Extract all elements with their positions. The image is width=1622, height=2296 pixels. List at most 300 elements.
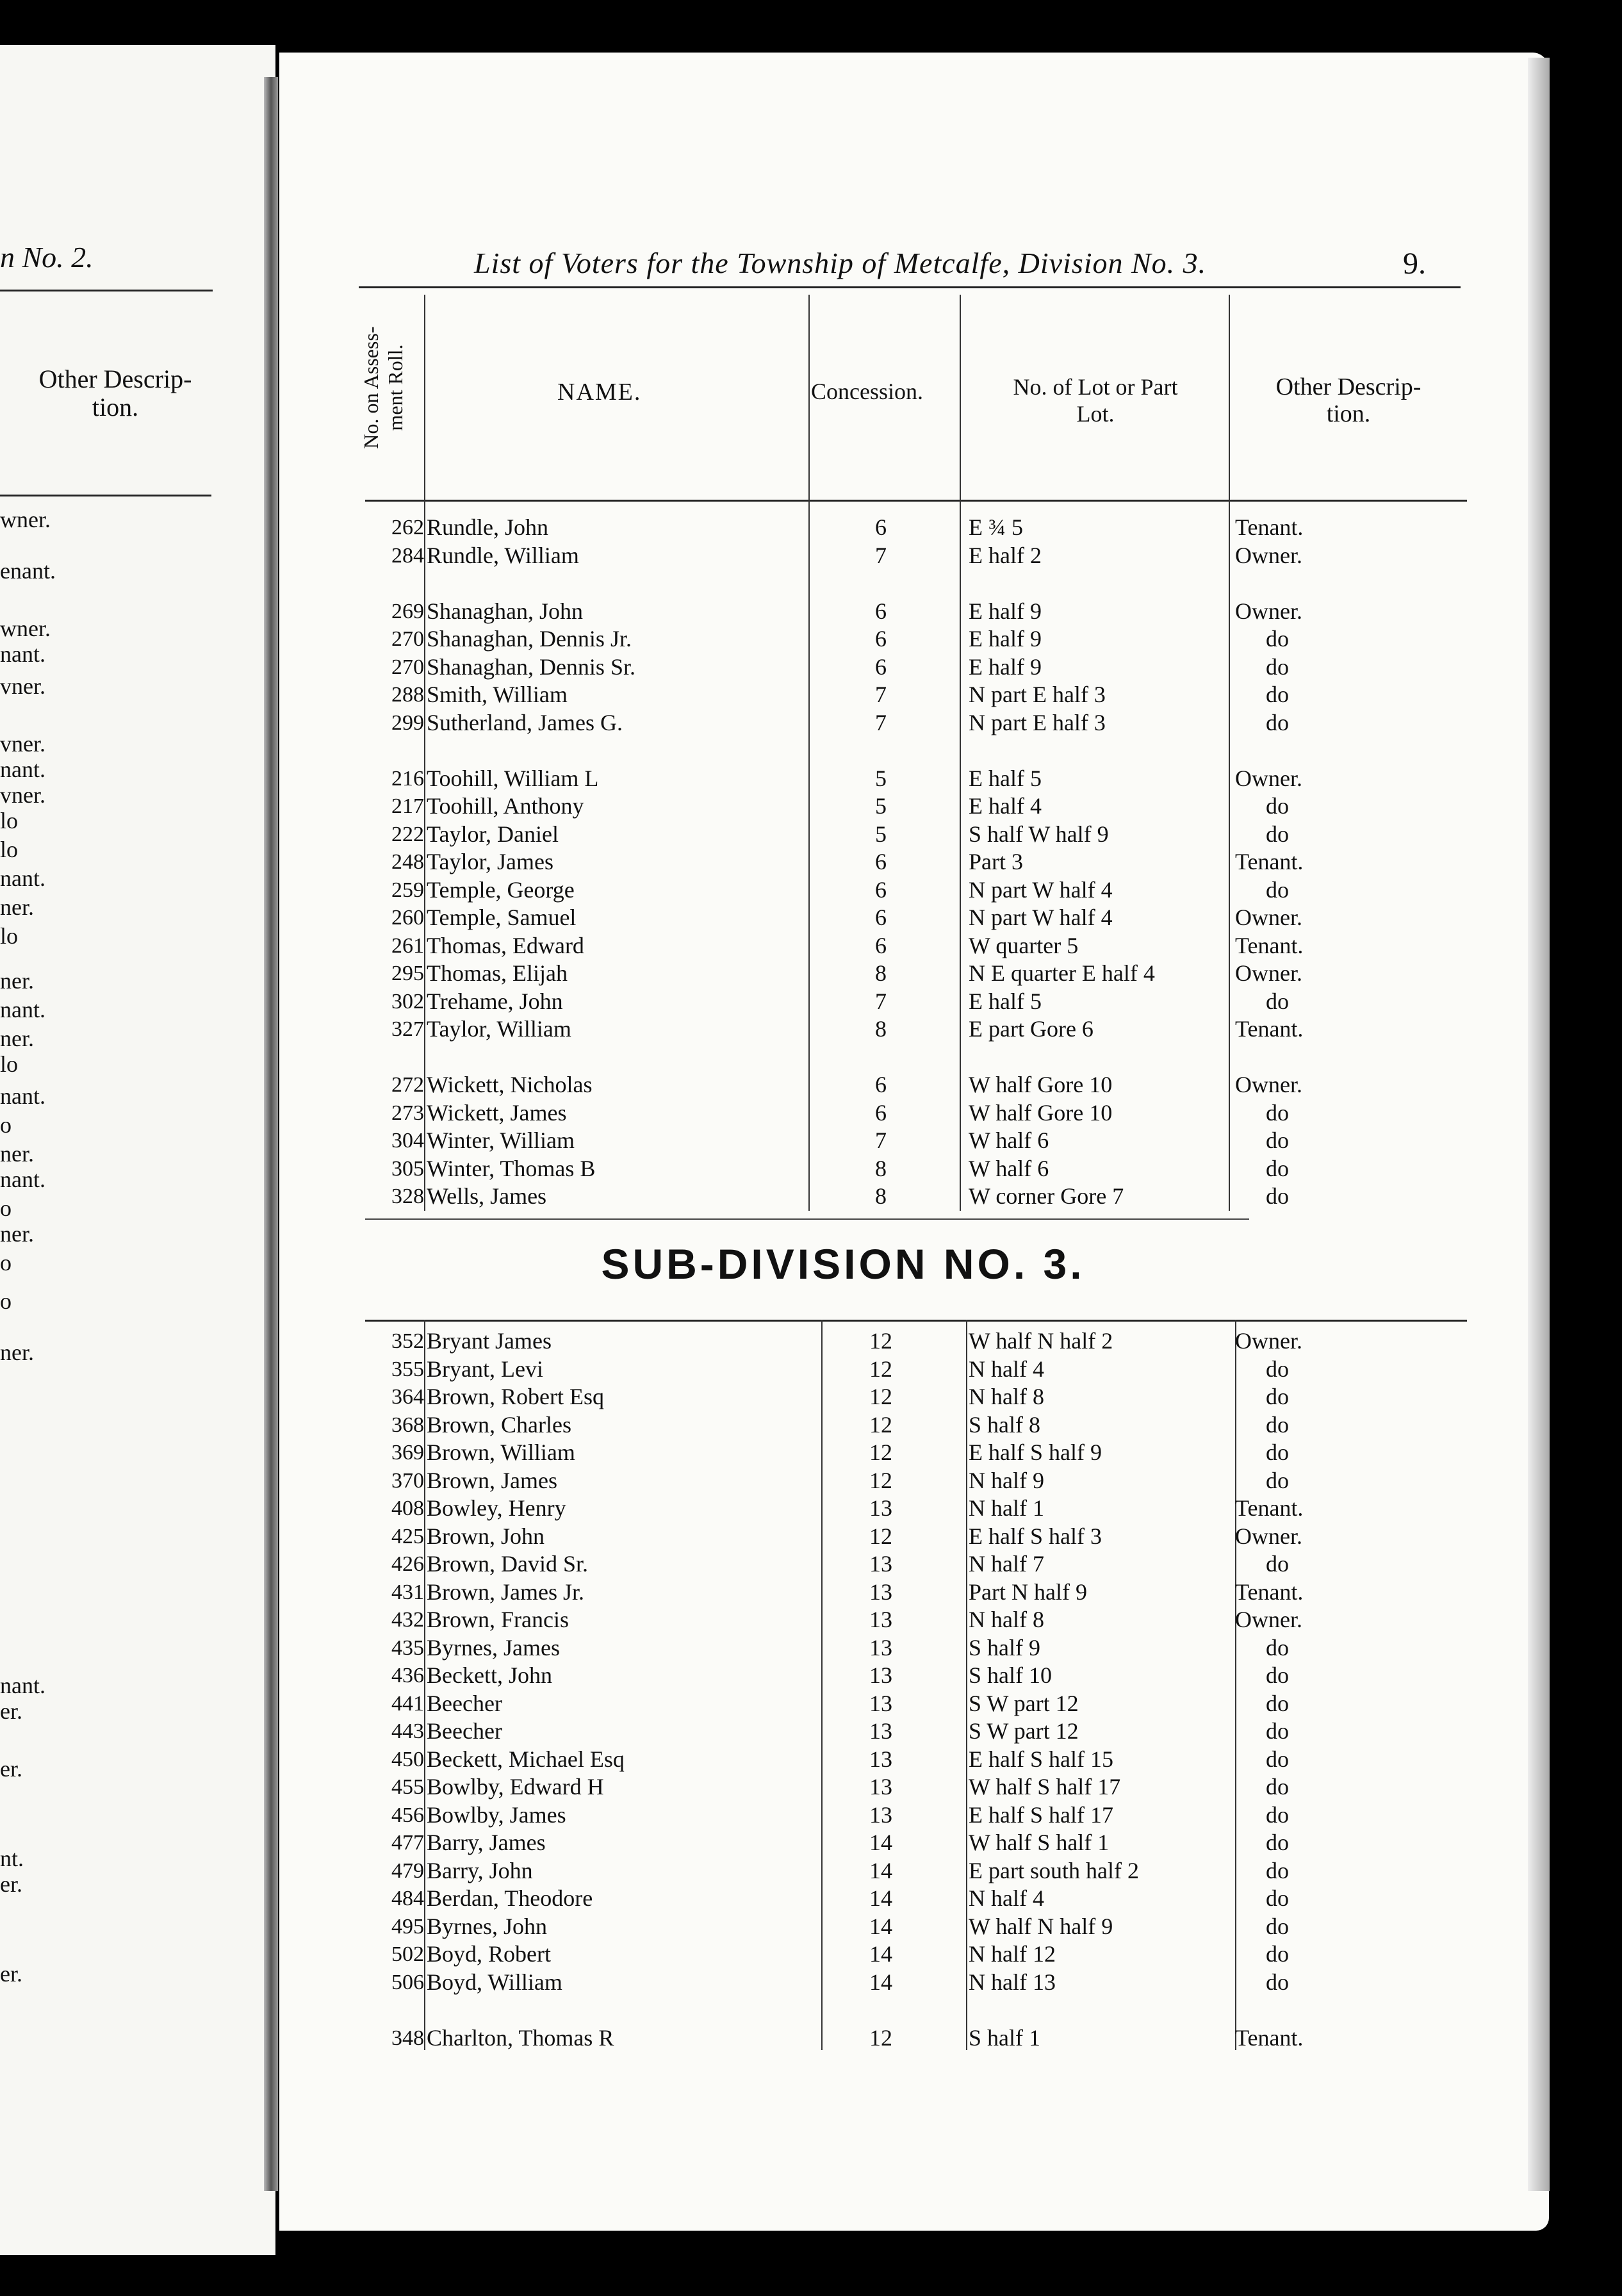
lot-description: Part N half 9 <box>969 1578 1087 1605</box>
voter-row <box>365 1495 1467 1523</box>
voters-table-division <box>365 514 1467 1211</box>
voter-row <box>365 1071 1467 1099</box>
voter-name: Bowlby, James <box>427 1801 566 1828</box>
concession: 14 <box>869 1885 892 1911</box>
other-description: do <box>1266 1551 1289 1577</box>
assessment-roll-header <box>359 282 423 493</box>
lot-header-line: No. of Lot or Part <box>1013 374 1178 400</box>
voter-name: Shanaghan, John <box>427 598 583 624</box>
voter-name: Byrnes, John <box>427 1913 547 1939</box>
left-page-fragment: lo <box>0 923 19 949</box>
lot-description: E half S half 17 <box>969 1801 1113 1828</box>
lot-description: S W part 12 <box>969 1690 1079 1716</box>
concession: 8 <box>875 1155 887 1181</box>
other-description: do <box>1266 1774 1289 1800</box>
other-description: Owner. <box>1235 1072 1302 1097</box>
lot-description: W half Gore 10 <box>969 1099 1113 1126</box>
lot-description: W half 6 <box>969 1155 1049 1181</box>
voter-name: Brown, William <box>427 1439 575 1465</box>
assessment-number: 506 <box>391 1970 424 1994</box>
voter-row <box>365 1183 1467 1211</box>
voter-name: Temple, Samuel <box>427 905 577 930</box>
assessment-number: 435 <box>391 1636 424 1660</box>
voter-row <box>365 1327 1467 1356</box>
voter-row <box>365 1356 1467 1384</box>
lot-description: N part W half 4 <box>969 876 1113 903</box>
lot-description: S W part 12 <box>969 1718 1079 1744</box>
concession: 5 <box>875 821 887 847</box>
lot-description: W corner Gore 7 <box>969 1183 1124 1209</box>
lot-description: W quarter 5 <box>969 932 1079 958</box>
voter-row <box>365 792 1467 821</box>
other-description: do <box>1266 1128 1289 1153</box>
assessment-number: 288 <box>391 683 424 707</box>
concession: 12 <box>869 1439 892 1465</box>
group-spacer <box>365 570 1467 598</box>
assessment-number: 369 <box>391 1441 424 1464</box>
voter-name: Boyd, Robert <box>427 1941 551 1967</box>
voter-row <box>365 1411 1467 1439</box>
lot-description: W half N half 9 <box>969 1913 1113 1939</box>
assessment-number: 248 <box>391 850 424 874</box>
lot-description: N half 1 <box>969 1495 1044 1521</box>
voter-name: Beecher <box>427 1718 502 1744</box>
concession: 13 <box>869 1718 892 1744</box>
lot-description: E part Gore 6 <box>969 1016 1094 1042</box>
assessment-number: 441 <box>391 1691 424 1716</box>
assessment-number: 432 <box>391 1608 424 1632</box>
assessment-number: 284 <box>391 543 424 568</box>
lot-description: W half Gore 10 <box>969 1072 1113 1097</box>
assessment-number: 456 <box>391 1803 424 1827</box>
lot-description: N half 9 <box>969 1467 1044 1493</box>
left-page-fragment: wner. <box>0 507 51 532</box>
assessment-header-line: No. on Assess- <box>359 326 382 449</box>
voter-row <box>365 1467 1467 1495</box>
voter-row <box>365 1857 1467 1885</box>
other-description: Tenant. <box>1235 1495 1304 1521</box>
left-page-fragment: lo <box>0 837 19 862</box>
other-description: do <box>1266 988 1289 1014</box>
concession: 6 <box>875 626 887 652</box>
voter-row <box>365 653 1467 682</box>
other-description: do <box>1266 1183 1289 1209</box>
assessment-number: 328 <box>391 1185 424 1208</box>
assessment-number: 436 <box>391 1664 424 1687</box>
concession: 6 <box>875 514 887 540</box>
left-page-fragment: o <box>0 1195 12 1221</box>
assessment-number: 305 <box>391 1156 424 1181</box>
voter-name: Boyd, William <box>427 1969 562 1995</box>
concession: 6 <box>875 1099 887 1126</box>
voter-row <box>365 1383 1467 1411</box>
left-page-fragment: enant. <box>0 558 56 584</box>
assessment-number: 304 <box>391 1129 424 1152</box>
assessment-number: 502 <box>391 1942 424 1966</box>
assessment-number: 272 <box>391 1073 424 1097</box>
voter-name: Thomas, Elijah <box>427 960 568 986</box>
assessment-number: 270 <box>391 655 424 679</box>
concession: 14 <box>869 1857 892 1883</box>
name-header: NAME. <box>557 379 642 406</box>
subdivision-rule <box>365 1320 1467 1322</box>
concession: 6 <box>875 849 887 874</box>
concession: 5 <box>875 765 887 791</box>
concession: 6 <box>875 876 887 903</box>
voter-row <box>365 1099 1467 1128</box>
concession: 7 <box>875 542 887 568</box>
other-description: do <box>1266 709 1289 735</box>
concession: 7 <box>875 988 887 1014</box>
voter-row <box>365 1550 1467 1578</box>
voter-row <box>365 1662 1467 1690</box>
lot-description: N E quarter E half 4 <box>969 960 1155 986</box>
other-description: do <box>1266 1634 1289 1660</box>
voter-row <box>365 1606 1467 1634</box>
voter-name: Wickett, James <box>427 1099 567 1126</box>
concession: 5 <box>875 793 887 819</box>
voter-name: Brown, James <box>427 1467 557 1493</box>
left-header-rule <box>0 495 211 496</box>
lot-header-line: Lot. <box>1076 401 1115 427</box>
lot-description: S half W half 9 <box>969 821 1109 847</box>
other-description: do <box>1266 626 1289 652</box>
voter-name: Barry, James <box>427 1830 546 1855</box>
lot-description: N half 8 <box>969 1384 1044 1409</box>
concession: 14 <box>869 1913 892 1939</box>
other-description: do <box>1266 1155 1289 1181</box>
voter-name: Charlton, Thomas R <box>427 2024 614 2051</box>
left-page-fragment: o <box>0 1250 12 1275</box>
voter-name: Beecher <box>427 1690 502 1716</box>
subdivision-heading: SUB-DIVISION NO. 3. <box>601 1240 1085 1288</box>
lot-description: E ¾ 5 <box>969 514 1023 540</box>
lot-description: E half S half 15 <box>969 1746 1113 1772</box>
other-description: do <box>1266 1467 1289 1493</box>
voter-name: Wickett, Nicholas <box>427 1072 593 1097</box>
voter-name: Bryant James <box>427 1328 552 1354</box>
voter-name: Winter, William <box>427 1128 575 1153</box>
voter-row <box>365 1801 1467 1830</box>
voter-row <box>365 1746 1467 1774</box>
left-column-header-line: tion. <box>92 393 139 422</box>
lot-description: N part E half 3 <box>969 709 1106 735</box>
lot-description: N half 13 <box>969 1969 1056 1995</box>
voter-row <box>365 1885 1467 1913</box>
other-description: Tenant. <box>1235 932 1304 958</box>
voter-name: Sutherland, James G. <box>427 709 623 735</box>
concession: 12 <box>869 1328 892 1354</box>
assessment-number: 479 <box>391 1858 424 1883</box>
title-rule <box>359 286 1461 288</box>
voter-row <box>365 514 1467 542</box>
voter-name: Taylor, James <box>427 849 553 874</box>
voter-row <box>365 1523 1467 1551</box>
left-page-fragment: lo <box>0 808 19 833</box>
voter-name: Wells, James <box>427 1183 547 1209</box>
lot-description: N part E half 3 <box>969 682 1106 707</box>
assessment-number: 295 <box>391 962 424 985</box>
assessment-number: 408 <box>391 1496 424 1520</box>
assessment-number: 455 <box>391 1775 424 1799</box>
lot-description: S half 9 <box>969 1634 1040 1660</box>
left-page-fragment: ner. <box>0 894 34 920</box>
other-description: do <box>1266 1885 1289 1911</box>
left-page-fragment: nant. <box>0 997 45 1022</box>
lot-description: W half S half 17 <box>969 1774 1121 1800</box>
left-page-fragment: wner. <box>0 616 51 641</box>
assessment-number: 217 <box>391 794 424 818</box>
assessment-number: 269 <box>391 599 424 623</box>
assessment-number: 364 <box>391 1385 424 1409</box>
assessment-number: 495 <box>391 1914 424 1939</box>
voter-row <box>365 848 1467 876</box>
lot-description: E half S half 3 <box>969 1523 1102 1549</box>
concession: 13 <box>869 1801 892 1828</box>
left-page-fragment: nant. <box>0 865 45 891</box>
lot-description: E half 5 <box>969 765 1042 791</box>
voter-row <box>365 1634 1467 1662</box>
left-page-fragment: o <box>0 1288 12 1314</box>
concession: 13 <box>869 1495 892 1521</box>
voter-name: Taylor, William <box>427 1016 571 1042</box>
lot-description: S half 10 <box>969 1662 1052 1688</box>
assessment-number: 273 <box>391 1101 424 1125</box>
other-description: do <box>1266 1099 1289 1126</box>
left-page-fragment: nant. <box>0 1083 45 1109</box>
lot-header <box>961 373 1230 427</box>
voter-row <box>365 1439 1467 1467</box>
book-spine <box>264 77 278 2191</box>
other-description: Owner. <box>1235 1328 1302 1354</box>
left-page-fragment: er. <box>0 1961 22 1987</box>
voter-row <box>365 681 1467 709</box>
assessment-number: 477 <box>391 1831 424 1855</box>
voter-name: Beckett, Michael Esq <box>427 1746 625 1772</box>
concession: 13 <box>869 1551 892 1577</box>
voter-row <box>365 904 1467 932</box>
voter-row <box>365 1127 1467 1155</box>
other-description: do <box>1266 1690 1289 1716</box>
assessment-number: 484 <box>391 1887 424 1910</box>
lot-description: E half 5 <box>969 988 1042 1014</box>
left-column-header-line: Other Descrip- <box>38 365 192 393</box>
voter-name: Winter, Thomas B <box>427 1155 596 1181</box>
voter-name: Beckett, John <box>427 1662 552 1688</box>
concession: 13 <box>869 1746 892 1772</box>
left-page-fragment: nant. <box>0 641 45 667</box>
assessment-number: 355 <box>391 1357 424 1381</box>
left-page-fragment: er. <box>0 1756 22 1782</box>
voter-row <box>365 598 1467 626</box>
lot-description: N half 4 <box>969 1885 1044 1911</box>
voter-name: Temple, George <box>427 876 575 903</box>
voter-name: Brown, Robert Esq <box>427 1384 604 1409</box>
lot-description: E half 2 <box>969 542 1042 568</box>
lot-description: S half 1 <box>969 2024 1040 2051</box>
voter-row <box>365 765 1467 793</box>
other-description: do <box>1266 1356 1289 1382</box>
voter-name: Brown, James Jr. <box>427 1578 584 1605</box>
concession: 8 <box>875 1016 887 1042</box>
voter-name: Toohill, Anthony <box>427 793 584 819</box>
other-description: do <box>1266 1830 1289 1855</box>
voter-name: Shanaghan, Dennis Sr. <box>427 653 635 680</box>
other-description: do <box>1266 682 1289 707</box>
voter-name: Toohill, William L <box>427 765 599 791</box>
voter-name: Rundle, John <box>427 514 549 540</box>
voter-name: Bowlby, Edward H <box>427 1774 604 1800</box>
running-head: List of Voters for the Township of Metcalfe, Division No. 3. <box>474 247 1207 279</box>
concession: 13 <box>869 1662 892 1688</box>
concession: 7 <box>875 709 887 735</box>
voter-name: Taylor, Daniel <box>427 821 559 847</box>
concession: 6 <box>875 598 887 624</box>
other-description: do <box>1266 1662 1289 1688</box>
voter-name: Brown, John <box>427 1523 545 1549</box>
assessment-number: 431 <box>391 1580 424 1604</box>
page-number: 9. <box>1403 247 1426 281</box>
voter-name: Thomas, Edward <box>427 932 584 958</box>
concession: 13 <box>869 1607 892 1632</box>
left-page-fragment: lo <box>0 1051 19 1077</box>
assessment-number: 259 <box>391 878 424 902</box>
other-description: Tenant. <box>1235 1016 1304 1042</box>
concession: 12 <box>869 1411 892 1438</box>
other-description: do <box>1266 821 1289 847</box>
concession: 14 <box>869 1969 892 1995</box>
other-description: Owner. <box>1235 905 1302 930</box>
other-description: Owner. <box>1235 1523 1302 1549</box>
concession: 8 <box>875 960 887 986</box>
left-page-fragment: nant. <box>0 1673 45 1698</box>
other-description: do <box>1266 876 1289 903</box>
left-page-fragment: ner. <box>0 968 34 994</box>
left-page-fragment: o <box>0 1112 12 1138</box>
assessment-number: 327 <box>391 1017 424 1041</box>
lot-description: W half S half 1 <box>969 1830 1110 1855</box>
other-description: do <box>1266 1746 1289 1772</box>
other-description: do <box>1266 1411 1289 1438</box>
concession: 12 <box>869 1467 892 1493</box>
voter-row <box>365 1940 1467 1969</box>
lot-description: E half S half 9 <box>969 1439 1102 1465</box>
assessment-number: 450 <box>391 1747 424 1771</box>
voter-name: Berdan, Theodore <box>427 1885 593 1911</box>
other-description: Owner. <box>1235 598 1302 624</box>
other-description: Tenant. <box>1235 1578 1304 1605</box>
voter-row <box>365 960 1467 988</box>
concession: 13 <box>869 1690 892 1716</box>
voter-name: Brown, David Sr. <box>427 1551 588 1577</box>
lot-description: W half 6 <box>969 1128 1049 1153</box>
concession: 12 <box>869 1384 892 1409</box>
other-description: do <box>1266 1913 1289 1939</box>
lot-description: N half 7 <box>969 1551 1044 1577</box>
lot-description: N part W half 4 <box>969 905 1113 930</box>
voter-row <box>365 1718 1467 1746</box>
left-page-fragment: er. <box>0 1871 22 1897</box>
concession: 6 <box>875 1072 887 1097</box>
voter-name: Shanaghan, Dennis Jr. <box>427 626 632 652</box>
concession: 6 <box>875 932 887 958</box>
lot-description: E half 4 <box>969 793 1042 819</box>
concession: 13 <box>869 1578 892 1605</box>
left-page-fragment: nt. <box>0 1846 24 1871</box>
left-column-header <box>0 365 231 422</box>
voter-row <box>365 1578 1467 1607</box>
assessment-number: 299 <box>391 710 424 735</box>
group-spacer <box>365 737 1467 765</box>
concession: 12 <box>869 1523 892 1549</box>
lot-description: N half 12 <box>969 1941 1056 1967</box>
voter-row <box>365 1969 1467 1997</box>
assessment-number: 370 <box>391 1468 424 1493</box>
voter-row <box>365 1015 1467 1044</box>
group-spacer <box>365 1996 1467 2024</box>
concession-header: Concession. <box>811 379 923 404</box>
voter-row <box>365 1913 1467 1941</box>
group-spacer <box>365 1044 1467 1072</box>
other-header-line: tion. <box>1326 400 1371 427</box>
left-page-fragment: nant. <box>0 757 45 782</box>
voter-row <box>365 932 1467 960</box>
concession: 13 <box>869 1774 892 1800</box>
other-header-line: Other Descrip- <box>1275 373 1421 400</box>
voter-row <box>365 1773 1467 1801</box>
assessment-number: 302 <box>391 989 424 1013</box>
page-edge <box>1528 58 1550 2191</box>
assessment-number: 368 <box>391 1413 424 1437</box>
other-description: do <box>1266 1718 1289 1744</box>
other-description: do <box>1266 653 1289 680</box>
assessment-number: 262 <box>391 516 424 539</box>
other-description: do <box>1266 1384 1289 1409</box>
assessment-number: 352 <box>391 1329 424 1353</box>
concession: 12 <box>869 1356 892 1382</box>
other-description: do <box>1266 1439 1289 1465</box>
voter-name: Brown, Charles <box>427 1411 571 1438</box>
voter-row <box>365 625 1467 653</box>
assessment-number: 425 <box>391 1524 424 1548</box>
other-description: Owner. <box>1235 960 1302 986</box>
concession: 8 <box>875 1183 887 1209</box>
assessment-number: 348 <box>391 2026 424 2050</box>
voter-row <box>365 1829 1467 1857</box>
concession: 14 <box>869 1830 892 1855</box>
other-description: Tenant. <box>1235 849 1304 874</box>
lot-description: E half 9 <box>969 598 1042 624</box>
other-description: do <box>1266 793 1289 819</box>
left-page-fragment: nant. <box>0 1167 45 1192</box>
left-page-fragment: vner. <box>0 782 45 808</box>
voter-row <box>365 821 1467 849</box>
left-page-fragment: er. <box>0 1698 22 1724</box>
voter-row <box>365 1155 1467 1183</box>
voter-row <box>365 876 1467 905</box>
other-description: Tenant. <box>1235 2024 1304 2051</box>
other-description-header <box>1230 373 1467 427</box>
voter-name: Trehame, John <box>427 988 563 1014</box>
lot-description: S half 8 <box>969 1411 1040 1438</box>
left-page-fragment: ner. <box>0 1141 34 1167</box>
other-description: Tenant. <box>1235 514 1304 540</box>
concession: 7 <box>875 1128 887 1153</box>
assessment-number: 426 <box>391 1552 424 1576</box>
voter-name: Bryant, Levi <box>427 1356 543 1382</box>
header-rule <box>365 500 1467 502</box>
assessment-number: 216 <box>391 766 424 791</box>
